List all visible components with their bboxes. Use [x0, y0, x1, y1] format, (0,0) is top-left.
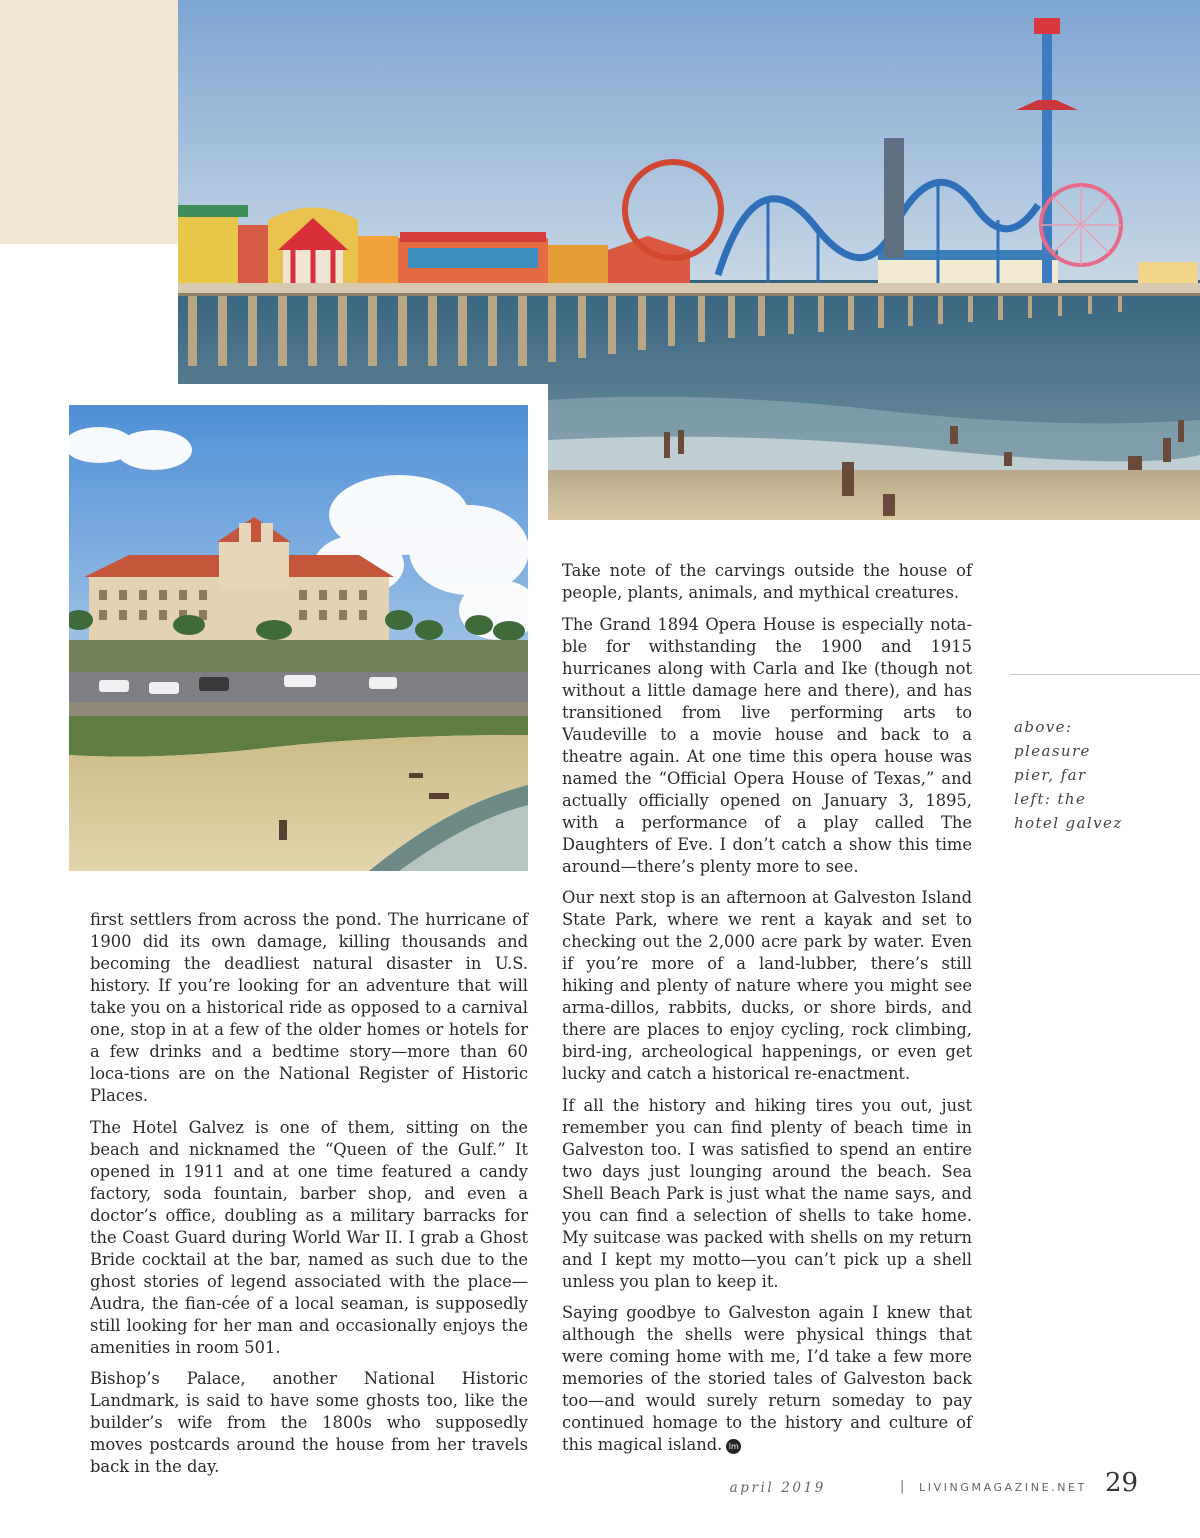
article-column-left: [90, 909, 528, 1488]
paragraph-opera-house: The Grand 1894 Opera House is especially nota-ble for withstanding the 1900 and 1915 hurricanes along with Carla and Ike (though not without a little damage here and there), and has transitioned from live performing arts to Vaudeville to a movie house and back to a theatre again. At one time this opera house was named the “Official Opera House of Texas,” and actually officially opened on January 3, 1895, with a performance of a play called The Daughters of Eve. I don’t catch a show this time around—there’s plenty more to see.: [562, 614, 972, 876]
caption-line: pleasure: [1014, 742, 1091, 760]
paragraph-hotel-galvez: The Hotel Galvez is one of them, sitting on the beach and nicknamed the “Queen of the Gulf.” It opened in 1911 and at one time featured a candy factory, soda fountain, barber shop, and even a doctor’s office, doubling as a military barracks for the Coast Guard during World War II. I grab a Ghost Bride cocktail at the bar, named as such due to the ghost stories of legend associated with the place—Audra, the fian-cée of a local seaman, is supposedly still looking for her man and occasionally enjoys the amenities in room 501.: [90, 1117, 528, 1357]
footer-website: LIVINGMAGAZINE.NET: [919, 1481, 1087, 1494]
caption-line: hotel galvez: [1014, 814, 1123, 832]
paragraph-bishops-palace: Bishop’s Palace, another National Historic Landmark, is said to have some ghosts too, like the builder’s wife from the 1800s who supposedly moves postcards around the house from her travels back in the day.: [90, 1369, 528, 1476]
caption-divider: [1010, 674, 1200, 675]
article-column-middle: [562, 560, 972, 1466]
caption-line: pier, far: [1014, 766, 1087, 784]
paragraph-goodbye-text: Saying goodbye to Galveston again I knew that although the shells were physical things that were coming home with me, I’d take a few more memories of the storied tales of Galveston back too—and would surely return someday to pay continued homage to the history and culture of this magical island.: [562, 1303, 972, 1454]
page-footer: [729, 1468, 1140, 1504]
corner-tint-block: [0, 0, 178, 244]
footer-issue-date: april 2019: [729, 1480, 826, 1496]
end-mark-icon: lm: [726, 1439, 741, 1454]
footer-separator: |: [900, 1479, 905, 1494]
paragraph-carvings: Take note of the carvings outside the house of people, plants, animals, and mythical creatures.: [562, 561, 972, 602]
page-number: 29: [1105, 1468, 1139, 1498]
paragraph-beach-time: If all the history and hiking tires you out, just remember you can find plenty of beach time in Galveston too. I was satisfied to spend an entire two days just lounging around the beach. Sea Shell Beach Park is just what the name says, and you can find a selection of shells to take home. My suitcase was packed with shells on my return and I kept my motto—you can’t pick up a shell unless you plan to keep it.: [562, 1095, 972, 1291]
caption-line: above:: [1014, 718, 1073, 736]
hotel-galvez-photo: [69, 405, 528, 871]
paragraph-hurricane: first settlers from across the pond. The hurricane of 1900 did its own damage, killing thousands and becoming the deadliest natural disaster in U.S. history. If you’re looking for an adventure that will take you on a historical ride as opposed to a carnival one, stop in at a few of the older homes or hotels for a few drinks and a bedtime story—more than 60 loca-tions are on the National Register of Historic Places.: [90, 910, 528, 1105]
paragraph-goodbye: [562, 1302, 972, 1456]
photo-caption: [1014, 715, 1134, 835]
caption-line: left: the: [1014, 790, 1087, 808]
paragraph-state-park: Our next stop is an afternoon at Galveston Island State Park, where we rent a kayak and set to checking out the 2,000 acre park by water. Even if you’re more of a land-lubber, there’s still hiking and plenty of nature where you might see arma-dillos, rabbits, ducks, or shore birds, and there are places to enjoy cycling, rock climbing, bird-ing, archeological happenings, or even get lucky and catch a historical re-enactment.: [562, 888, 972, 1083]
